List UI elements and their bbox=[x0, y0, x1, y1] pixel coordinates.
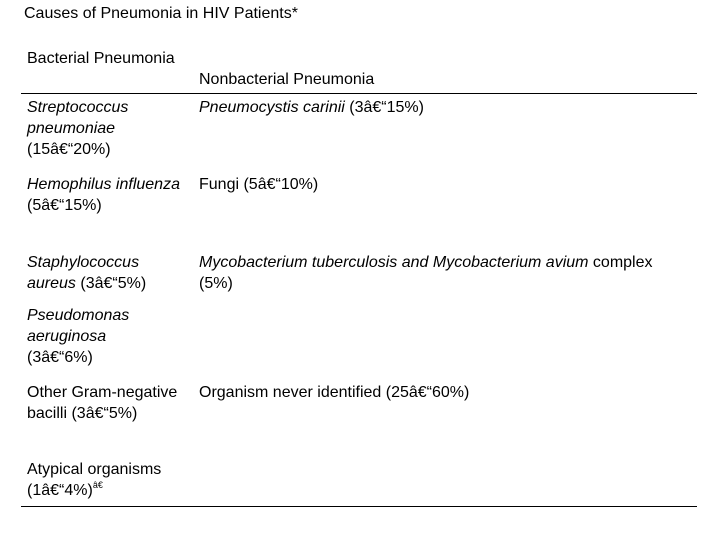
organism-rate: Atypical organisms (1â€“4%) bbox=[27, 461, 162, 499]
footnote-mark: â€ bbox=[92, 480, 103, 490]
organism-rate: Other Gram-negative bacilli (3â€“5%) bbox=[27, 384, 178, 422]
table-cell-nonbacterial-2 bbox=[199, 174, 679, 195]
organism-rate: Fungi (5â€“10%) bbox=[199, 176, 319, 193]
organism-name: Staphylococcus aureus bbox=[27, 254, 140, 292]
organism-rate: (3â€“5%) bbox=[75, 275, 147, 292]
table-header-rule bbox=[21, 93, 697, 94]
organism-rate: (3â€“6%) bbox=[27, 349, 93, 366]
column-header-nonbacterial: Nonbacterial Pneumonia bbox=[199, 71, 375, 88]
organism-rate: (3â€“15%) bbox=[344, 99, 424, 116]
table-cell-nonbacterial-1 bbox=[199, 97, 679, 118]
table-cell-bacterial-6 bbox=[27, 459, 187, 501]
organism-name: Hemophilus influenza bbox=[27, 176, 180, 193]
organism-name: Pseudomonas aeruginosa bbox=[27, 307, 130, 345]
table-cell-bacterial-3 bbox=[27, 252, 187, 294]
table-cell-bacterial-5 bbox=[27, 382, 187, 424]
organism-name: Streptococcus pneumoniae bbox=[27, 99, 129, 137]
table-title: Causes of Pneumonia in HIV Patients* bbox=[24, 5, 298, 22]
table-cell-nonbacterial-3 bbox=[199, 252, 679, 294]
table-cell-bacterial-1 bbox=[27, 97, 187, 160]
table-cell-bacterial-2 bbox=[27, 174, 187, 216]
organism-rate: complex (5%) bbox=[199, 254, 653, 292]
column-header-bacterial: Bacterial Pneumonia bbox=[27, 50, 175, 67]
organism-rate: (5â€“15%) bbox=[27, 197, 102, 214]
organism-rate: (15â€“20%) bbox=[27, 141, 111, 158]
organism-rate: Organism never identified (25â€“60%) bbox=[199, 384, 470, 401]
table-bottom-rule bbox=[21, 506, 697, 507]
table-cell-bacterial-4 bbox=[27, 305, 187, 368]
table-cell-nonbacterial-5 bbox=[199, 382, 679, 403]
organism-name: Mycobacterium tuberculosis and Mycobacterium avium bbox=[199, 254, 589, 271]
organism-name: Pneumocystis carinii bbox=[199, 99, 345, 116]
